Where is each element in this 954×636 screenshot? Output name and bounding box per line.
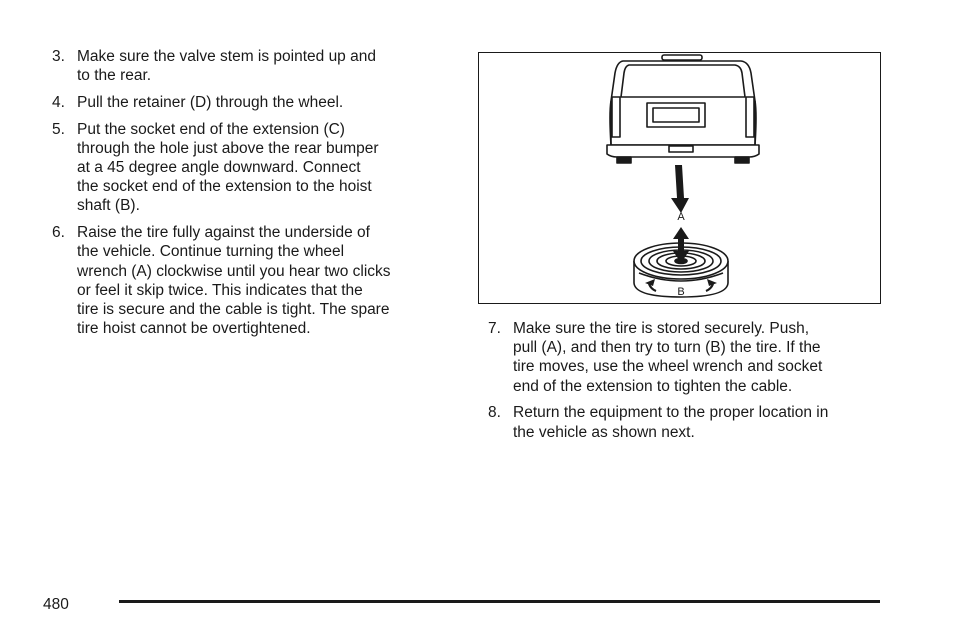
text-line: the vehicle as shown next.: [513, 423, 695, 441]
spare-tire-illustration: [478, 52, 881, 304]
footer-rule: [119, 600, 880, 603]
right-column: [488, 319, 888, 449]
illustration-svg: [479, 53, 880, 303]
text-line: Return the equipment to the proper location in: [513, 404, 829, 422]
text-line: shaft (B).: [77, 197, 140, 215]
text-line: Put the socket end of the extension (C): [77, 120, 345, 138]
text-line: to the rear.: [77, 67, 152, 85]
vehicle-rear: [607, 55, 759, 163]
step-text: [77, 120, 452, 216]
step-text: [513, 319, 888, 396]
text-line: or feel it skip twice. This indicates that the: [77, 281, 363, 299]
text-line: tire moves, use the wheel wrench and socket: [513, 358, 823, 376]
down-arrow-icon: [671, 165, 689, 213]
text-line: pull (A), and then try to turn (B) the tire. If the: [513, 339, 821, 357]
step-4: [52, 93, 452, 112]
text-line: Raise the tire fully against the underside of: [77, 224, 370, 242]
step-3: [52, 47, 452, 85]
step-number: 6.: [52, 224, 65, 242]
text-line: the socket end of the extension to the hoist: [77, 178, 372, 196]
step-5: [52, 120, 452, 216]
step-text: [77, 93, 452, 112]
text-line: at a 45 degree angle downward. Connect: [77, 159, 361, 177]
text-line: the vehicle. Continue turning the wheel: [77, 243, 345, 261]
text-line: wrench (A) clockwise until you hear two clicks: [77, 262, 391, 280]
step-number: 8.: [488, 404, 501, 422]
step-number: 3.: [52, 48, 65, 65]
step-text: [77, 223, 452, 338]
step-number: 5.: [52, 120, 65, 138]
left-column: [52, 47, 452, 346]
step-text: [77, 47, 452, 85]
page-number: 480: [43, 596, 69, 613]
text-line: Make sure the tire is stored securely. Push,: [513, 320, 810, 337]
text-line: Make sure the valve stem is pointed up and: [77, 48, 376, 65]
text-line: tire hoist cannot be overtightened.: [77, 320, 311, 338]
text-line: Pull the retainer (D) through the wheel.: [77, 93, 344, 111]
text-line: tire is secure and the cable is tight. The spare: [77, 300, 390, 318]
text-line: through the hole just above the rear bumper: [77, 139, 379, 157]
label-a: A: [677, 211, 685, 223]
step-6: [52, 223, 452, 338]
step-8: [488, 403, 888, 441]
step-number: 4.: [52, 93, 65, 111]
text-line: end of the extension to tighten the cable.: [513, 377, 793, 395]
step-text: [513, 403, 888, 441]
step-7: [488, 319, 888, 396]
label-b: B: [677, 286, 685, 298]
step-number: 7.: [488, 320, 501, 337]
